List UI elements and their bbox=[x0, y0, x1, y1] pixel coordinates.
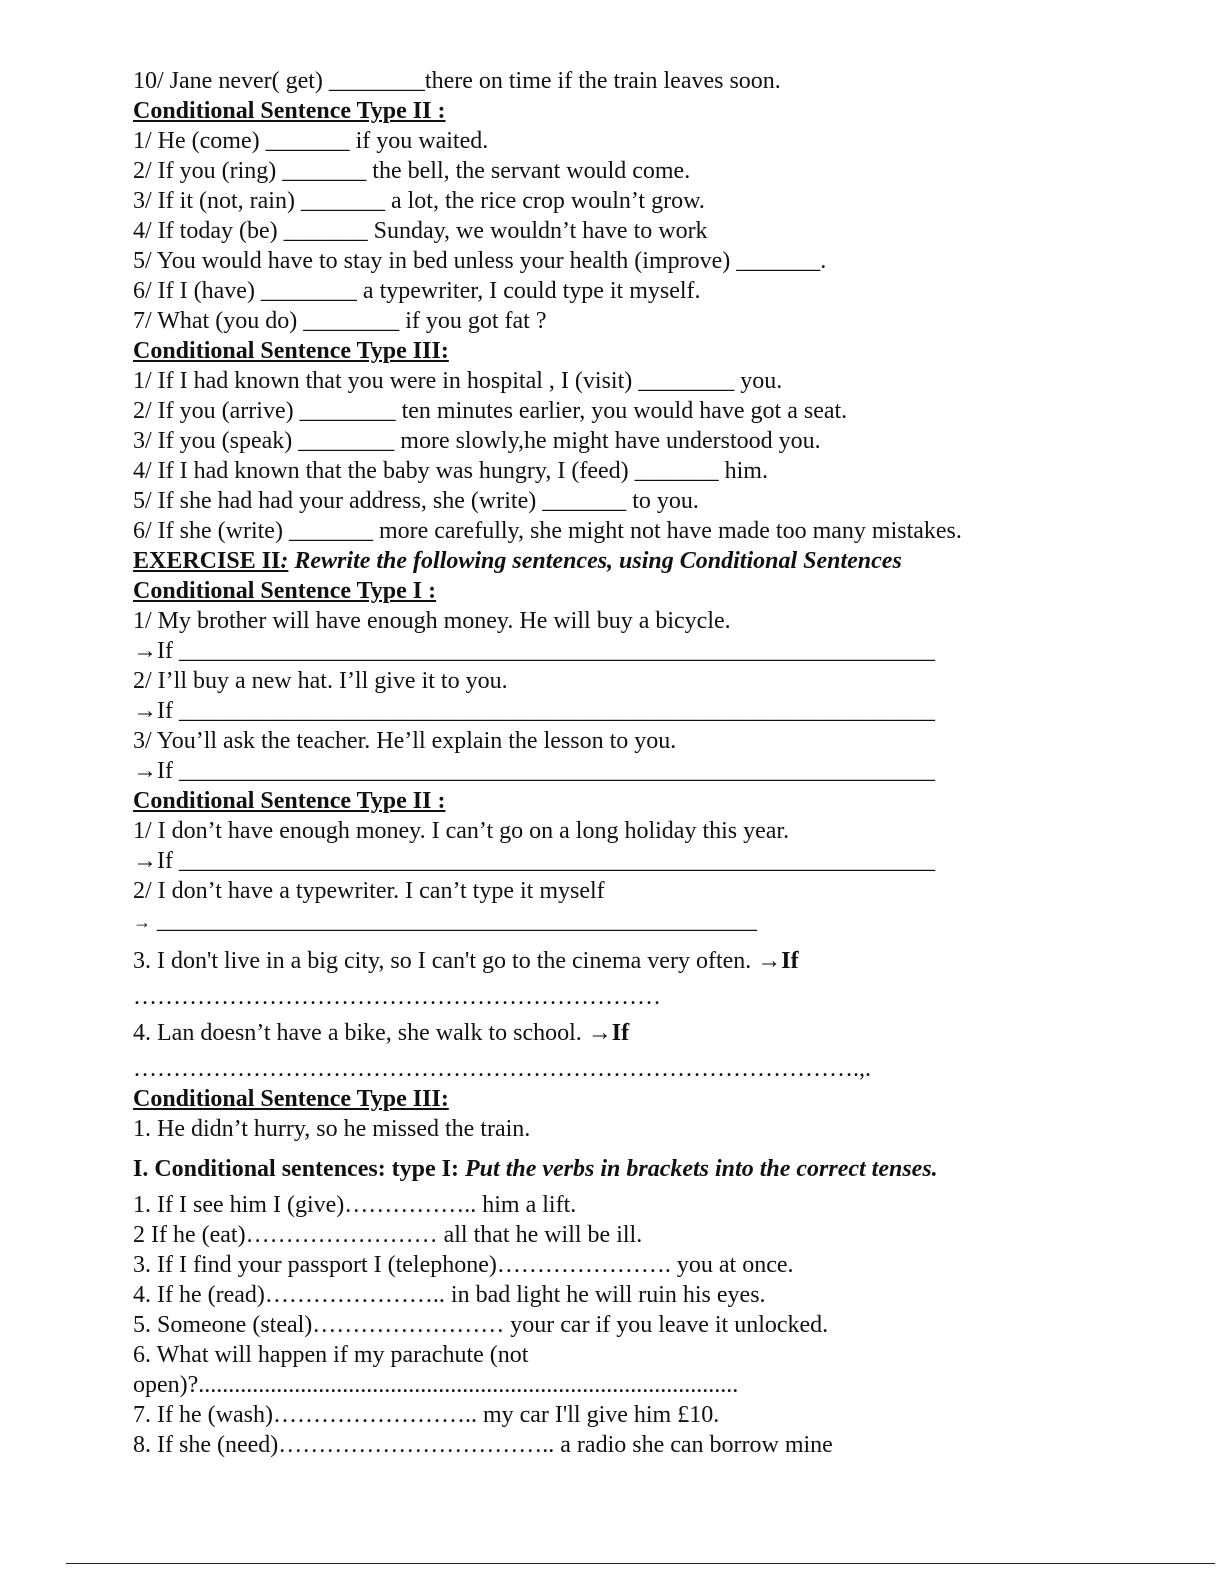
section-heading: Conditional Sentence Type III: bbox=[133, 1086, 449, 1112]
answer-blank: __________________________________________________ bbox=[151, 908, 757, 934]
section-heading: Conditional Sentence Type III: bbox=[133, 338, 449, 364]
answer-line bbox=[133, 906, 1173, 936]
exercise-colon: : bbox=[280, 548, 289, 574]
exercise-item: 4. If he (read)………………….. in bad light he will ruin his eyes. bbox=[133, 1282, 766, 1308]
exercise-instruction: Rewrite the following sentences, using Conditional Sentences bbox=[288, 548, 902, 574]
exercise-item: 5/ You would have to stay in bed unless your health (improve) _______. bbox=[133, 248, 827, 274]
exercise-item bbox=[133, 946, 1173, 976]
exercise-item: 7. If he (wash)…………………….. my car I'll give him £10. bbox=[133, 1402, 720, 1428]
section-instruction: Put the verbs in brackets into the correct tenses. bbox=[465, 1156, 938, 1182]
exercise-item bbox=[133, 1018, 1173, 1048]
exercise-label: EXERCISE II bbox=[133, 548, 281, 574]
exercise-item: 1/ He (come) _______ if you waited. bbox=[133, 128, 489, 154]
answer-dots: ……………………………………………………………………………….,. bbox=[133, 1056, 871, 1082]
exercise-item: 3. If I find your passport I (telephone)…………………. you at once. bbox=[133, 1252, 794, 1278]
exercise-item: 2/ I don’t have a typewriter. I can’t type it myself bbox=[133, 878, 605, 904]
exercise-item: 2/ If you (arrive) ________ ten minutes earlier, you would have got a seat. bbox=[133, 398, 848, 424]
exercise-item: 5/ If she had had your address, she (write) _______ to you. bbox=[133, 488, 699, 514]
exercise-item: 5. Someone (steal)…………………… your car if you leave it unlocked. bbox=[133, 1312, 829, 1338]
answer-line: →If _______________________________________________________________ bbox=[133, 758, 935, 784]
exercise-item: 6. What will happen if my parachute (not bbox=[133, 1342, 529, 1368]
exercise-item: 4/ If I had known that the baby was hungry, I (feed) _______ him. bbox=[133, 458, 768, 484]
exercise-item: 8. If she (need)…………………………….. a radio she can borrow mine bbox=[133, 1432, 833, 1458]
exercise-item: 6/ If I (have) ________ a typewriter, I could type it myself. bbox=[133, 278, 701, 304]
if-prompt: →If bbox=[757, 948, 799, 974]
section-heading: Conditional Sentence Type II : bbox=[133, 788, 446, 814]
worksheet-page bbox=[133, 66, 1173, 1460]
section-heading: Conditional Sentence Type II : bbox=[133, 98, 446, 124]
exercise-item: 1. He didn’t hurry, so he missed the train. bbox=[133, 1116, 531, 1142]
exercise-item: 4/ If today (be) _______ Sunday, we wouldn’t have to work bbox=[133, 218, 708, 244]
exercise-item: 7/ What (you do) ________ if you got fat ? bbox=[133, 308, 547, 334]
exercise-item: 2 If he (eat)…………………… all that he will be ill. bbox=[133, 1222, 643, 1248]
exercise-item: 3/ If it (not, rain) _______ a lot, the rice crop wouln’t grow. bbox=[133, 188, 705, 214]
section-label: I. Conditional sentences: type I: bbox=[133, 1156, 466, 1182]
exercise-item: 2/ I’ll buy a new hat. I’ll give it to you. bbox=[133, 668, 508, 694]
answer-dots: ………………………………………………………… bbox=[133, 984, 661, 1010]
section-heading: Conditional Sentence Type I : bbox=[133, 578, 437, 604]
answer-line: →If _______________________________________________________________ bbox=[133, 638, 935, 664]
exercise-title bbox=[133, 1154, 1173, 1184]
exercise-item: 1. If I see him I (give)…………….. him a lift. bbox=[133, 1192, 577, 1218]
item-text: 4. Lan doesn’t have a bike, she walk to school. bbox=[133, 1020, 588, 1046]
exercise-item: 1/ If I had known that you were in hospital , I (visit) ________ you. bbox=[133, 368, 783, 394]
exercise-item: 6/ If she (write) _______ more carefully, she might not have made too many mistakes. bbox=[133, 518, 962, 544]
item-text: 3. I don't live in a big city, so I can't go to the cinema very often. bbox=[133, 948, 758, 974]
exercise-item: 1/ I don’t have enough money. I can’t go on a long holiday this year. bbox=[133, 818, 790, 844]
exercise-item: 10/ Jane never( get) ________there on time if the train leaves soon. bbox=[133, 68, 781, 94]
answer-line: →If _______________________________________________________________ bbox=[133, 698, 935, 724]
if-prompt: →If bbox=[587, 1020, 630, 1046]
exercise-item: 3/ If you (speak) ________ more slowly,he might have understood you. bbox=[133, 428, 821, 454]
exercise-item: 2/ If you (ring) _______ the bell, the servant would come. bbox=[133, 158, 691, 184]
footer-divider bbox=[66, 1563, 1215, 1564]
exercise-item: 3/ You’ll ask the teacher. He’ll explain the lesson to you. bbox=[133, 728, 677, 754]
exercise-item: open)?.......................................................................................... bbox=[133, 1372, 739, 1398]
arrow-icon: → bbox=[133, 912, 151, 932]
answer-line: →If _______________________________________________________________ bbox=[133, 848, 935, 874]
exercise-item: 1/ My brother will have enough money. He will buy a bicycle. bbox=[133, 608, 731, 634]
exercise-title bbox=[133, 546, 1173, 576]
